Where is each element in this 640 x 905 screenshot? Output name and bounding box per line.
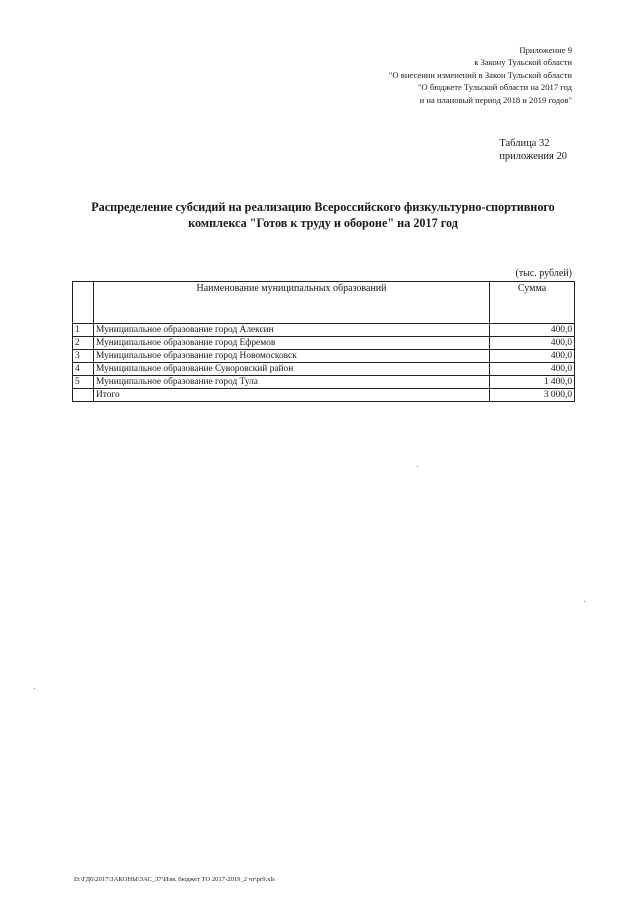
document-title-line-1: Распределение субсидий на реализацию Всероссийского физкультурно-спортивного (91, 200, 555, 214)
table-row (73, 324, 575, 337)
appendix-header-line: и на плановый период 2018 и 2019 годов" (419, 94, 572, 105)
total-amount: 3 000,0 (490, 389, 575, 402)
row-municipality: Муниципальное образование город Ефремов (94, 337, 490, 350)
row-amount: 1 400,0 (490, 376, 575, 389)
file-path-footer: D:\ГД6\2017\ЗАКОНЫ\ЗАС_37\Изм. бюджет ТО 2017-2019_2 чт\pr9.xls (74, 876, 275, 883)
appendix-header-line: "О внесении изменений в Закон Тульской области (388, 69, 572, 80)
document-title-line-2: комплекса "Готов к труду и обороне" на 2017 год (188, 216, 458, 230)
total-label: Итого (94, 389, 490, 402)
document-title (50, 199, 596, 231)
table-row (73, 376, 575, 389)
row-number: 5 (73, 376, 94, 389)
scan-speck (417, 466, 418, 467)
row-number: 1 (73, 324, 94, 337)
appendix-header (300, 44, 572, 106)
header-name-cell: Наименование муниципальных образований (94, 282, 490, 324)
scan-speck (34, 688, 35, 689)
row-municipality: Муниципальное образование город Тула (94, 376, 490, 389)
row-number: 4 (73, 363, 94, 376)
row-amount: 400,0 (490, 350, 575, 363)
table-row (73, 337, 575, 350)
total-row (73, 389, 575, 402)
subsidies-table (72, 281, 575, 402)
row-number: 2 (73, 337, 94, 350)
row-municipality: Муниципальное образование город Новомосковск (94, 350, 490, 363)
appendix-header-line: "О бюджете Тульской области на 2017 год (418, 82, 572, 93)
scan-speck (584, 601, 585, 602)
appendix-header-line: Приложение 9 (519, 45, 572, 55)
row-amount: 400,0 (490, 324, 575, 337)
row-number: 3 (73, 350, 94, 363)
appendix-header-line: к Закону Тульской области (474, 57, 572, 68)
header-num-cell (73, 282, 94, 324)
total-number (73, 389, 94, 402)
row-municipality: Муниципальное образование город Алексин (94, 324, 490, 337)
header-sum-cell: Сумма (490, 282, 575, 324)
row-municipality: Муниципальное образование Суворовский район (94, 363, 490, 376)
table-reference (499, 137, 567, 163)
table-row (73, 363, 575, 376)
row-amount: 400,0 (490, 363, 575, 376)
units-label: (тыс. рублей) (515, 268, 572, 279)
table-header-row (73, 282, 575, 324)
row-amount: 400,0 (490, 337, 575, 350)
table-row (73, 350, 575, 363)
table-number-label: Таблица 32 (499, 138, 550, 149)
appendix-number-label: приложения 20 (499, 151, 567, 162)
